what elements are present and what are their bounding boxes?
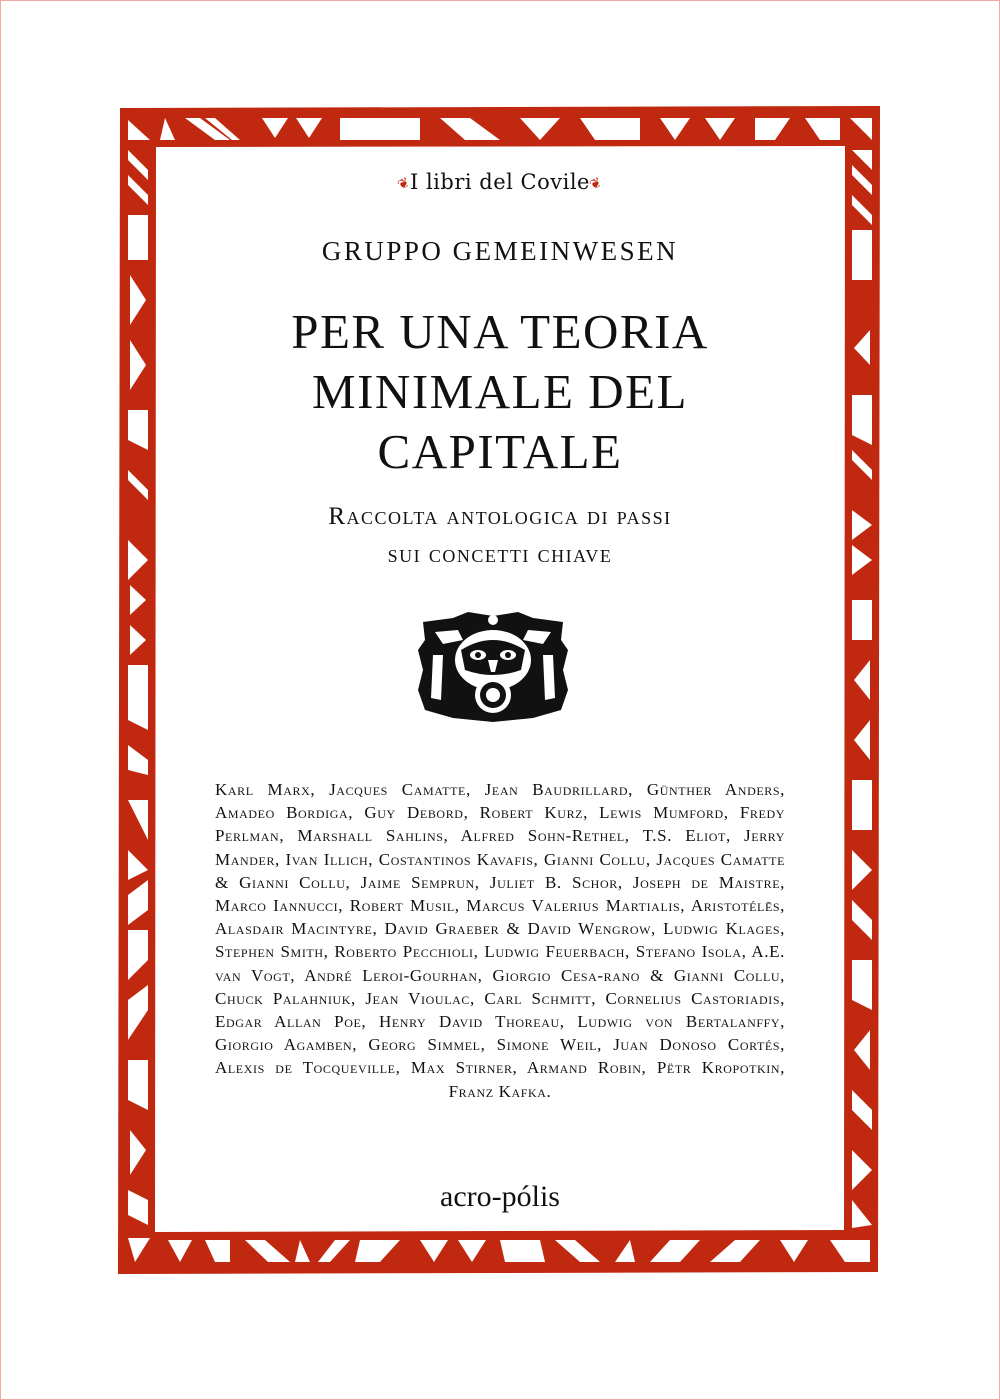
- leaf-ornament-icon: ❦: [394, 173, 413, 194]
- publisher: acro-pólis: [440, 1180, 560, 1213]
- series-label-text: I libri del Covile: [410, 170, 590, 194]
- author: GRUPPO GEMEINWESEN: [321, 236, 679, 266]
- cover-content: [160, 150, 840, 1230]
- contributors-list: Karl Marx, Jacques Camatte, Jean Baudrillard, Günther Anders, Amadeo Bordiga, Guy Debord, Robert Kurz, Lewis Mumford, Fredy Perlman, Marshall Sahlins, Alfred Sohn-Rethel, T.S. Eliot, Jerry Mander, Ivan Illich, Costantinos Kavafis, Gianni Collu, Jacques Camatte & Gianni Collu, Jaime Semprun, Juliet B. Schor, Joseph de Maistre, Marco Iannucci, Robert Musil, Marcus Valerius Martialis, Aristotélēs, Alasdair Macintyre, David Graeber & David Wengrow, Ludwig Klages, Stephen Smith, Roberto Pecchioli, Ludwig Feuerbach, Stefano Isola, A.E. van Vogt, André Leroi-Gourhan, Giorgio Cesa-rano & Gianni Collu, Chuck Palahniuk, Jean Vioulac, Carl Schmitt, Cornelius Castoriadis, Edgar Allan Poe, Henry David Thoreau, Ludwig von Bertalanffy, Giorgio Agamben, Georg Simmel, Simone Weil, Juan Donoso Cortés, Alexis de Tocqueville, Max Stirner, Armand Robin, Pëtr Kropotkin, Franz Kafka.: [215, 780, 785, 1101]
- mask-emblem-icon: [413, 610, 573, 722]
- title-line: MINIMALE DEL: [312, 364, 688, 419]
- subtitle-line: sui concetti chiave: [387, 541, 613, 568]
- subtitle-line: Raccolta antologica di passi: [328, 503, 672, 530]
- title-line: CAPITALE: [377, 424, 623, 479]
- subtitle: [160, 498, 840, 574]
- series-label: [160, 170, 840, 194]
- title-line: PER UNA TEORIA: [291, 304, 709, 359]
- leaf-ornament-icon: ❦: [587, 173, 606, 194]
- book-title: [160, 302, 840, 482]
